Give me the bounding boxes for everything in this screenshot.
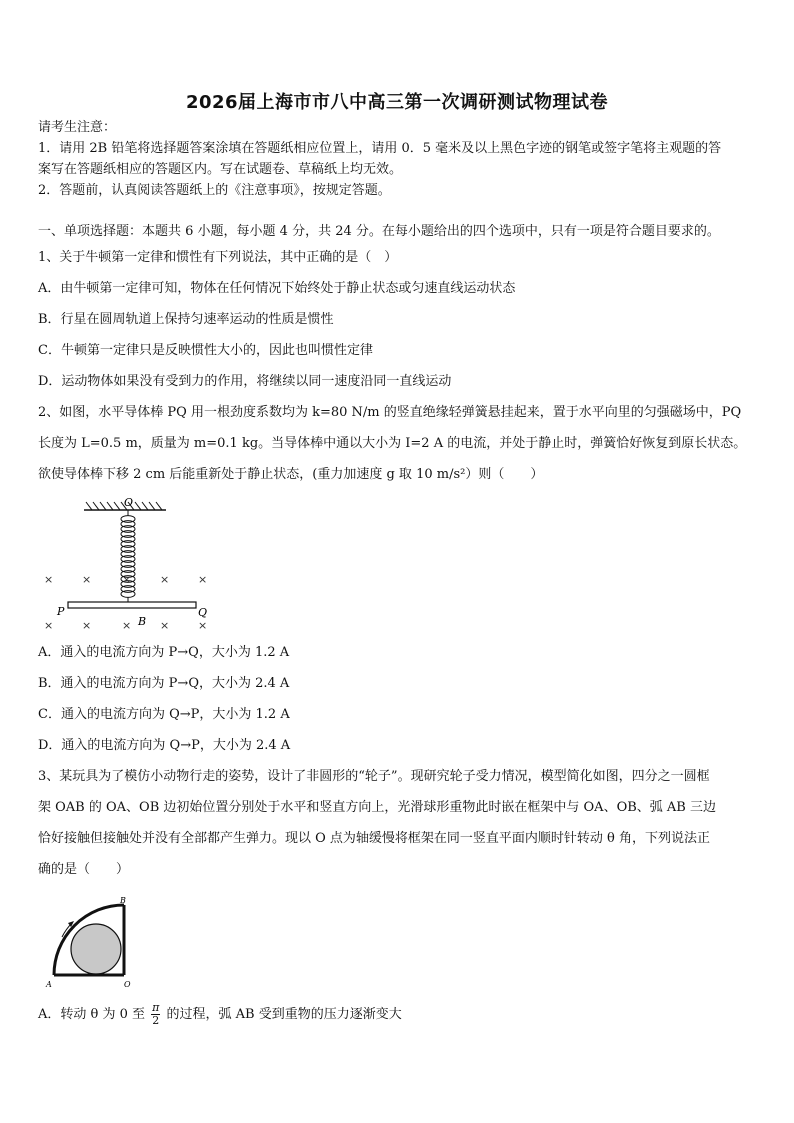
question-1-option-a: A．由牛顿第一定律可知，物体在任何情况下始终处于静止状态或匀速直线运动状态: [38, 281, 516, 296]
question-2-option-c: C．通入的电流方向为 Q→P，大小为 1.2 A: [38, 707, 290, 722]
page-title: 2026届上海市市八中高三第一次调研测试物理试卷: [185, 92, 609, 113]
question-2-line-3: 欲使导体棒下移 2 cm 后能重新处于静止状态，(重力加速度 g 取 10 m/s²）则（ ）: [38, 467, 544, 482]
notice-item-1-line-1: 1．请用 2B 铅笔将选择题答案涂填在答题纸相应位置上，请用 0．5 毫米及以上黑色字迹的钢笔或签字笔将主观题的答: [38, 141, 722, 156]
question-1-option-b: B．行星在圆周轨道上保持匀速率运动的性质是惯性: [38, 312, 334, 327]
question-2-option-d: D．通入的电流方向为 Q→P，大小为 2.4 A: [38, 738, 291, 753]
field-cross-mark: ×: [44, 619, 54, 632]
question-3-line-3: 恰好接触但接触处并没有全部都产生弹力。现以 O 点为轴缓慢将框架在同一竖直平面内顺时针转动 θ 角，下列说法正: [38, 831, 711, 846]
option-a-suffix: 的过程，弧 AB 受到重物的压力逐渐变大: [166, 1007, 402, 1022]
field-cross-mark: ×: [198, 573, 208, 586]
field-cross-mark: ×: [198, 619, 208, 632]
notice-heading: 请考生注意：: [38, 120, 117, 135]
rod-end-q-label: Q: [198, 606, 208, 619]
fraction-denominator: 2: [152, 1014, 160, 1027]
notice-item-2: 2．答题前，认真阅读答题纸上的《注意事项》，按规定答题。: [38, 183, 391, 198]
rod-end-p-label: P: [57, 605, 65, 618]
field-cross-mark: ×: [82, 573, 92, 586]
point-a-label: A: [46, 980, 52, 989]
field-cross-mark: ×: [122, 619, 132, 632]
question-2-option-a: A．通入的电流方向为 P→Q，大小为 1.2 A: [38, 645, 290, 660]
ball: [71, 924, 121, 974]
spring: [121, 510, 135, 602]
question-1-option-d: D．运动物体如果没有受到力的作用，将继续以同一速度沿同一直线运动: [38, 374, 452, 389]
question-3-line-4: 确的是（ ）: [38, 862, 130, 877]
point-b-label: B: [120, 896, 126, 905]
pi-over-2-fraction: [151, 1002, 160, 1027]
question-3-line-2: 架 OAB 的 OA、OB 边初始位置分别处于水平和竖直方向上，光滑球形重物此时嵌在框架中与 OA、OB、弧 AB 三边: [38, 800, 716, 815]
option-a-prefix: A．转动 θ 为 0 至: [38, 1007, 146, 1022]
field-cross-mark: ×: [122, 573, 132, 586]
conductor-rod: [68, 602, 196, 608]
field-cross-mark: ×: [44, 573, 54, 586]
field-cross-mark: ×: [160, 619, 170, 632]
point-o-label: O: [124, 496, 134, 509]
question-3-option-a: [38, 1002, 402, 1027]
question-2-line-1: 2、如图，水平导体棒 PQ 用一根劲度系数均为 k=80 N/m 的竖直绝缘轻弹簧悬挂起来，置于水平向里的匀强磁场中，PQ: [38, 405, 742, 420]
field-b-label: B: [138, 615, 147, 628]
spring-rod-figure: [38, 492, 228, 637]
field-cross-mark: ×: [160, 573, 170, 586]
question-2-line-2: 长度为 L=0.5 m，质量为 m=0.1 kg。当导体棒中通以大小为 I=2 A 的电流，并处于静止时，弹簧恰好恢复到原长状态。: [38, 436, 747, 451]
question-1-option-c: C．牛顿第一定律只是反映惯性大小的，因此也叫惯性定律: [38, 343, 373, 358]
question-2-option-b: B．通入的电流方向为 P→Q，大小为 2.4 A: [38, 676, 290, 691]
field-cross-mark: ×: [82, 619, 92, 632]
question-1-stem: 1、关于牛顿第一定律和惯性有下列说法，其中正确的是（ ）: [38, 250, 398, 265]
section-heading: 一、单项选择题：本题共 6 小题，每小题 4 分，共 24 分。在每小题给出的四个选项中，只有一项是符合题目要求的。: [38, 224, 720, 239]
notice-item-1-line-2: 案写在答题纸相应的答题区内。写在试题卷、草稿纸上均无效。: [38, 162, 403, 177]
point-o-label: O: [124, 980, 131, 989]
quarter-circle-frame-figure: [40, 893, 140, 991]
question-3-line-1: 3、某玩具为了模仿小动物行走的姿势，设计了非圆形的“轮子”。现研究轮子受力情况，模型简化如图，四分之一圆框: [38, 769, 710, 784]
fraction-numerator: π: [152, 1001, 160, 1014]
